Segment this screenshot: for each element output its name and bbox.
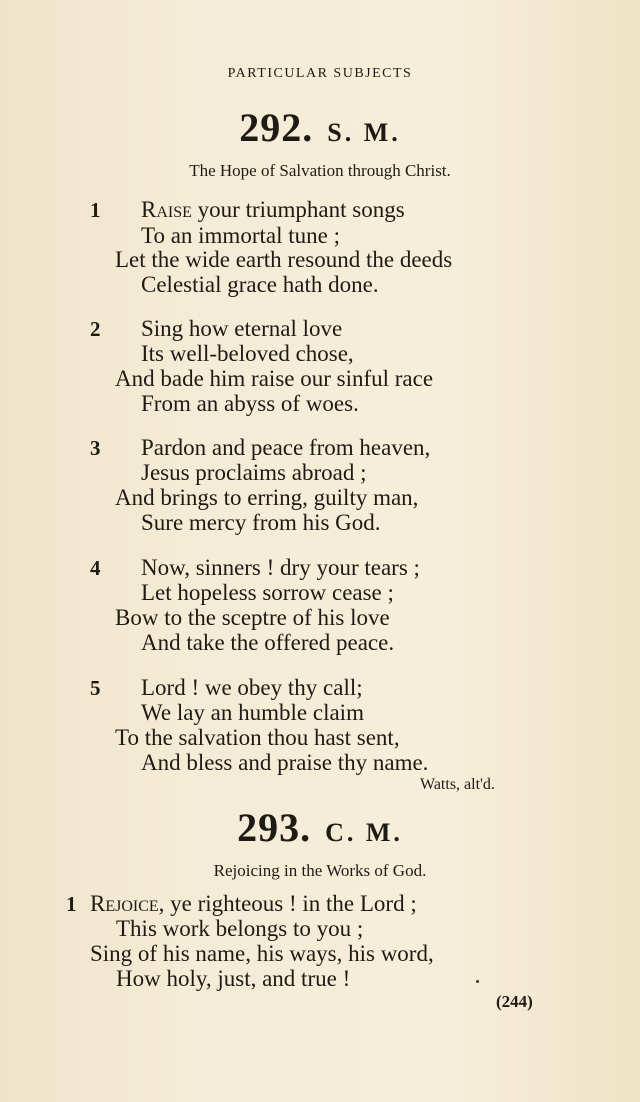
hymn-292-header bbox=[0, 104, 640, 151]
verse-line: Sing how eternal love bbox=[141, 316, 343, 341]
verse-line: And take the offered peace. bbox=[141, 630, 395, 655]
verse-line: And brings to erring, guilty man, bbox=[115, 485, 419, 510]
verse-line: To the salvation thou hast sent, bbox=[115, 725, 400, 750]
hymn-meter: C. M. bbox=[325, 818, 403, 847]
verse-line: Bow to the sceptre of his love bbox=[115, 605, 390, 630]
verse-line: Celestial grace hath done. bbox=[141, 272, 379, 297]
verse-number: 2 bbox=[90, 317, 101, 341]
verse-line: And bade him raise our sinful race bbox=[115, 366, 434, 391]
verse-line: Sing of his name, his ways, his word, bbox=[90, 941, 434, 966]
hymn-number: 293. bbox=[237, 805, 312, 850]
verse-line: Let hopeless sorrow cease ; bbox=[141, 580, 394, 605]
verse-line: And bless and praise thy name. bbox=[141, 750, 429, 775]
verse-line: Raise your triumphant songs bbox=[141, 197, 405, 222]
verse-line: From an abyss of woes. bbox=[141, 391, 359, 416]
verse-line: Lord ! we obey thy call; bbox=[141, 675, 363, 700]
verse-number: 1 bbox=[66, 892, 77, 916]
first-word: Raise bbox=[141, 197, 192, 222]
verse-number: 3 bbox=[90, 436, 101, 460]
verse-number: 1 bbox=[90, 198, 101, 222]
hymn-meter: S. M. bbox=[327, 118, 401, 147]
first-word: Rejoice, bbox=[90, 891, 165, 916]
running-head: PARTICULAR SUBJECTS bbox=[227, 66, 413, 81]
ink-dot bbox=[476, 980, 479, 983]
verse-line: Rejoice, ye righteous ! in the Lord ; bbox=[90, 891, 417, 916]
verse-line: How holy, just, and true ! bbox=[116, 966, 351, 991]
verse-line: Pardon and peace from heaven, bbox=[141, 435, 431, 460]
verse-line: To an immortal tune ; bbox=[141, 223, 340, 248]
verse-line: This work belongs to you ; bbox=[116, 916, 364, 941]
verse-line: We lay an humble claim bbox=[141, 700, 364, 725]
verse-line: Jesus proclaims abroad ; bbox=[141, 460, 367, 485]
hymn-subject: Rejoicing in the Works of God. bbox=[213, 861, 427, 880]
hymn-293-header bbox=[0, 804, 640, 851]
verse-line: Let the wide earth resound the deeds bbox=[115, 247, 453, 272]
attribution: Watts, alt'd. bbox=[420, 776, 495, 793]
verse-line: Its well-beloved chose, bbox=[141, 341, 354, 366]
verse-line: Now, sinners ! dry your tears ; bbox=[141, 555, 420, 580]
page-number: (244) bbox=[496, 992, 533, 1011]
hymn-number: 292. bbox=[239, 105, 314, 150]
verse-number: 5 bbox=[90, 676, 101, 700]
verse-number: 4 bbox=[90, 556, 101, 580]
hymn-subject: The Hope of Salvation through Christ. bbox=[189, 161, 451, 180]
verse-line: Sure mercy from his God. bbox=[141, 510, 381, 535]
